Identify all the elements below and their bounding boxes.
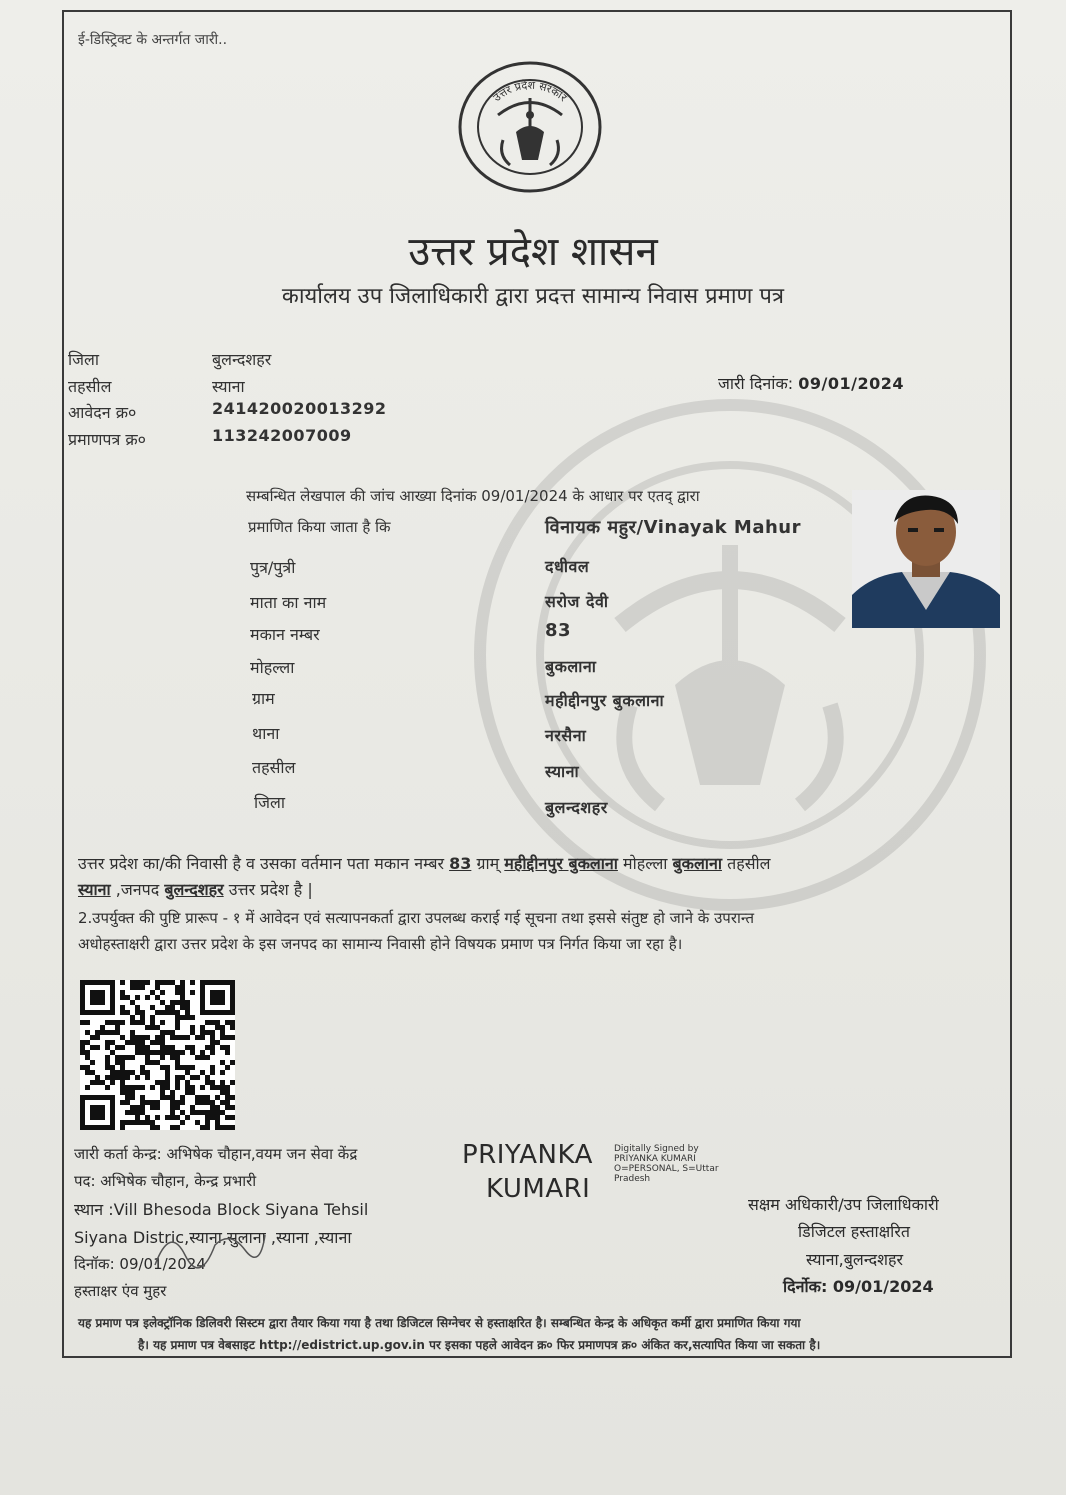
district-label: जिला — [68, 350, 100, 369]
issuer-date: दिनॉक: 09/01/2024 — [74, 1255, 206, 1273]
issue-date — [718, 372, 904, 394]
detail-value-village: महीद्दीनपुर बुकलाना — [545, 691, 665, 710]
para-text: ग्राम् — [476, 854, 500, 873]
authority-title: सक्षम अधिकारी/उप जिलाधिकारी — [748, 1195, 939, 1214]
issuer-place-line1: स्थान :Vill Bhesoda Block Siyana Tehsil — [74, 1200, 369, 1219]
up-government-emblem-icon — [458, 60, 603, 195]
authority-date: दिर्नोक: 09/01/2024 — [783, 1277, 934, 1296]
detail-value-mother: सरोज देवी — [545, 592, 609, 611]
para-text: उत्तर प्रदेश का/की निवासी है व उसका वर्तमान पता मकान नम्बर — [78, 854, 444, 873]
ds-line: O=PERSONAL, S=Uttar — [614, 1164, 719, 1174]
certificate-label: प्रमाणपत्र क्र० — [68, 430, 146, 449]
application-label: आवेदन क्र० — [68, 403, 137, 422]
ds-line: Pradesh — [614, 1174, 651, 1184]
para-district: बुलन्दशहर — [164, 880, 224, 899]
signer-name-line2: KUMARI — [486, 1174, 591, 1204]
confirmation-line-2: अधोहस्ताक्षरी द्वारा उत्तर प्रदेश के इस जनपद का सामान्य निवासी होने विषयक प्रमाण पत्र निर्गत किया जा रहा है। — [78, 935, 683, 953]
detail-label: थाना — [252, 724, 280, 743]
para-village: महीद्दीनपुर बुकलाना — [504, 854, 618, 873]
para-text: उत्तर प्रदेश है | — [228, 880, 313, 899]
detail-value-mohalla: बुकलाना — [545, 657, 597, 676]
qr-code-icon — [80, 980, 235, 1130]
detail-label: जिला — [254, 793, 286, 812]
applicant-photo — [852, 490, 1000, 628]
detail-label: ग्राम — [252, 689, 275, 708]
para-mohalla: बुकलाना — [672, 854, 722, 873]
ds-line: PRIYANKA KUMARI — [614, 1154, 696, 1164]
issue-date-label: जारी दिनांक: — [718, 374, 794, 393]
issuer-post: पद: अभिषेक चौहान, केन्द्र प्रभारी — [74, 1172, 257, 1190]
application-number: 241420020013292 — [212, 399, 387, 418]
issuing-centre: जारी कर्ता केन्द्र: अभिषेक चौहान,वयम जन सेवा केंद्र — [74, 1145, 358, 1163]
footer-note-line1: यह प्रमाण पत्र इलेक्ट्रॉनिक डिलिवरी सिस्टम द्वारा तैयार किया गया है तथा डिजिटल सिग्नेचर से हस्ताक्षरित है। सम्बन्धित केन्द्र के अधिकृत कर्मी द्वारा प्रमाणित किया गया — [78, 1316, 801, 1330]
detail-label: मकान नम्बर — [250, 625, 320, 644]
issue-date-value: 09/01/2024 — [798, 374, 904, 393]
para-text: तहसील — [727, 854, 771, 873]
detail-value-name: विनायक महुर/Vinayak Mahur — [545, 517, 801, 538]
detail-value-house: 83 — [545, 620, 572, 641]
digital-signature-details — [614, 1144, 719, 1184]
residence-paragraph — [78, 852, 771, 874]
confirmation-line-1: 2.उपर्युक्त की पुष्टि प्रारूप - १ में आवेदन एवं सत्यापनकर्ता द्वारा उपलब्ध कराई गई सूचना तथा इससे संतुष्ट हो जाने के उपरान्त — [78, 909, 755, 927]
ds-line: Digitally Signed by — [614, 1144, 699, 1154]
authority-place: स्याना,बुलन्दशहर — [806, 1250, 904, 1269]
handwritten-signature-icon — [150, 1215, 270, 1275]
signature-seal-label: हस्ताक्षर एंव मुहर — [74, 1282, 167, 1300]
certificate-subtitle: कार्यालय उप जिलाधिकारी द्वारा प्रदत्त सामान्य निवास प्रमाण पत्र — [281, 284, 785, 309]
svg-text:उत्तर प्रदेश सरकार: उत्तर प्रदेश सरकार — [490, 78, 570, 105]
signer-name-line1: PRIYANKA — [462, 1140, 593, 1170]
issuer-place-line2: Siyana Distric,स्याना,सुलाना ,स्याना ,स्याना — [74, 1228, 352, 1247]
tehsil-label: तहसील — [68, 377, 112, 396]
verification-intro: सम्बन्धित लेखपाल की जांच आख्या दिनांक 09/01/2024 के आधार पर एतद् द्वारा — [246, 487, 700, 505]
detail-value-tehsil: स्याना — [545, 762, 580, 781]
detail-label: मोहल्ला — [250, 658, 295, 677]
detail-label: तहसील — [252, 758, 296, 777]
detail-label: प्रमाणित किया जाता है कि — [248, 518, 391, 536]
footer-note-line2: है। यह प्रमाण पत्र वेबसाइट http://edistrict.up.gov.in पर इसका पहले आवेदन क्र० फिर प्रमाणपत्र क्र० अंकित कर,सत्यापित किया जा सकता है। — [138, 1338, 821, 1352]
authority-digital: डिजिटल हस्ताक्षरित — [798, 1222, 910, 1241]
top-note: ई-डिस्ट्रिक्ट के अन्तर्गत जारी.. — [78, 32, 228, 48]
detail-label: पुत्र/पुत्री — [250, 558, 296, 577]
detail-value-district: बुलन्दशहर — [545, 798, 608, 817]
residence-paragraph-line2 — [78, 878, 313, 900]
para-tehsil: स्याना — [78, 880, 111, 899]
detail-value-police-station: नरसैना — [545, 726, 587, 745]
detail-value-father: दधीवल — [545, 557, 590, 576]
applicant-photo-image — [852, 490, 1000, 628]
certificate-number: 113242007009 — [212, 426, 352, 445]
para-text: मोहल्ला — [623, 854, 668, 873]
tehsil-value: स्याना — [212, 377, 245, 396]
page-title: उत्तर प्रदेश शासन — [408, 229, 658, 275]
district-value: बुलन्दशहर — [212, 350, 272, 369]
para-house-number: 83 — [449, 854, 472, 873]
para-text: ,जनपद — [115, 880, 160, 899]
detail-label: माता का नाम — [250, 593, 327, 612]
